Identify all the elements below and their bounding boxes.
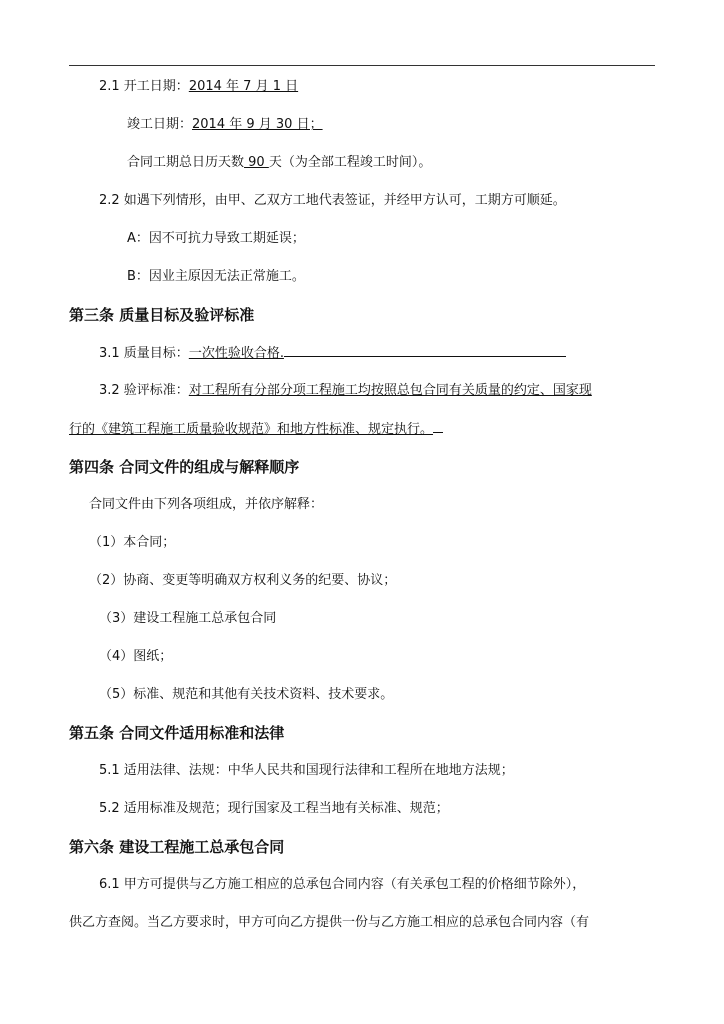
contract-clause-line-1: 6.1 甲方可提供与乙方施工相应的总承包合同内容（有关承包工程的价格细节除外）， — [99, 877, 586, 892]
section-3-heading: 第三条 质量目标及验评标准 — [69, 306, 255, 324]
start-date-value: 2014 年 7 月 1 日 — [188, 79, 299, 94]
end-date-value: 2014 年 9 月 30 日； — [192, 117, 323, 132]
document-item-4: （4）图纸； — [99, 649, 173, 664]
section-4-heading: 第四条 合同文件的组成与解释顺序 — [69, 458, 300, 476]
duration-line — [127, 154, 431, 172]
evaluation-line-1 — [99, 382, 592, 400]
evaluation-value-2: 行的《建筑工程施工质量验收规范》和地方性标准、规定执行。 — [69, 422, 434, 437]
documents-intro: 合同文件由下列各项组成，并依序解释： — [89, 497, 324, 512]
evaluation-value-1: 对工程所有分部分项工程施工均按照总包合同有关质量的约定、国家现 — [188, 383, 592, 398]
end-date-label: 竣工日期： — [127, 117, 193, 132]
document-item-2: （2）协商、变更等明确双方权利义务的纪要、协议； — [89, 573, 397, 588]
document-item-1: （1）本合同； — [89, 535, 176, 550]
quality-goal-line — [99, 344, 566, 363]
header-rule — [69, 65, 655, 66]
extension-clause: 2.2 如遇下列情形，由甲、乙双方工地代表签证，并经甲方认可，工期方可顺延。 — [99, 193, 566, 208]
duration-pre: 合同工期总日历天数 — [127, 155, 245, 170]
evaluation-blank — [433, 420, 443, 433]
extension-item-a: A：因不可抗力导致工期延误； — [127, 231, 305, 246]
applicable-standards-line: 5.2 适用标准及规范；现行国家及工程当地有关标准、规范； — [99, 801, 449, 816]
document-item-5: （5）标准、规范和其他有关技术资料、技术要求。 — [99, 687, 394, 702]
extension-item-b: B：因业主原因无法正常施工。 — [127, 269, 305, 284]
section-6-heading: 第六条 建设工程施工总承包合同 — [69, 838, 285, 856]
duration-post: 天（为全部工程竣工时间）。 — [268, 155, 432, 170]
duration-value: 90 — [244, 155, 269, 170]
quality-goal-blank — [284, 344, 566, 357]
contract-clause-line-2: 供乙方查阅。当乙方要求时，甲方可向乙方提供一份与乙方施工相应的总承包合同内容（有 — [69, 915, 590, 930]
start-date-line — [99, 78, 298, 96]
quality-goal-label: 3.1 质量目标： — [99, 346, 189, 361]
end-date-line — [127, 116, 323, 134]
document-item-3: （3）建设工程施工总承包合同 — [99, 611, 277, 626]
quality-goal-value: 一次性验收合格. — [188, 346, 284, 361]
evaluation-label: 3.2 验评标准： — [99, 383, 189, 398]
start-date-label: 2.1 开工日期： — [99, 79, 189, 94]
evaluation-line-2 — [69, 420, 443, 439]
section-5-heading: 第五条 合同文件适用标准和法律 — [69, 724, 285, 742]
applicable-law-line: 5.1 适用法律、法规：中华人民共和国现行法律和工程所在地地方法规； — [99, 763, 514, 778]
